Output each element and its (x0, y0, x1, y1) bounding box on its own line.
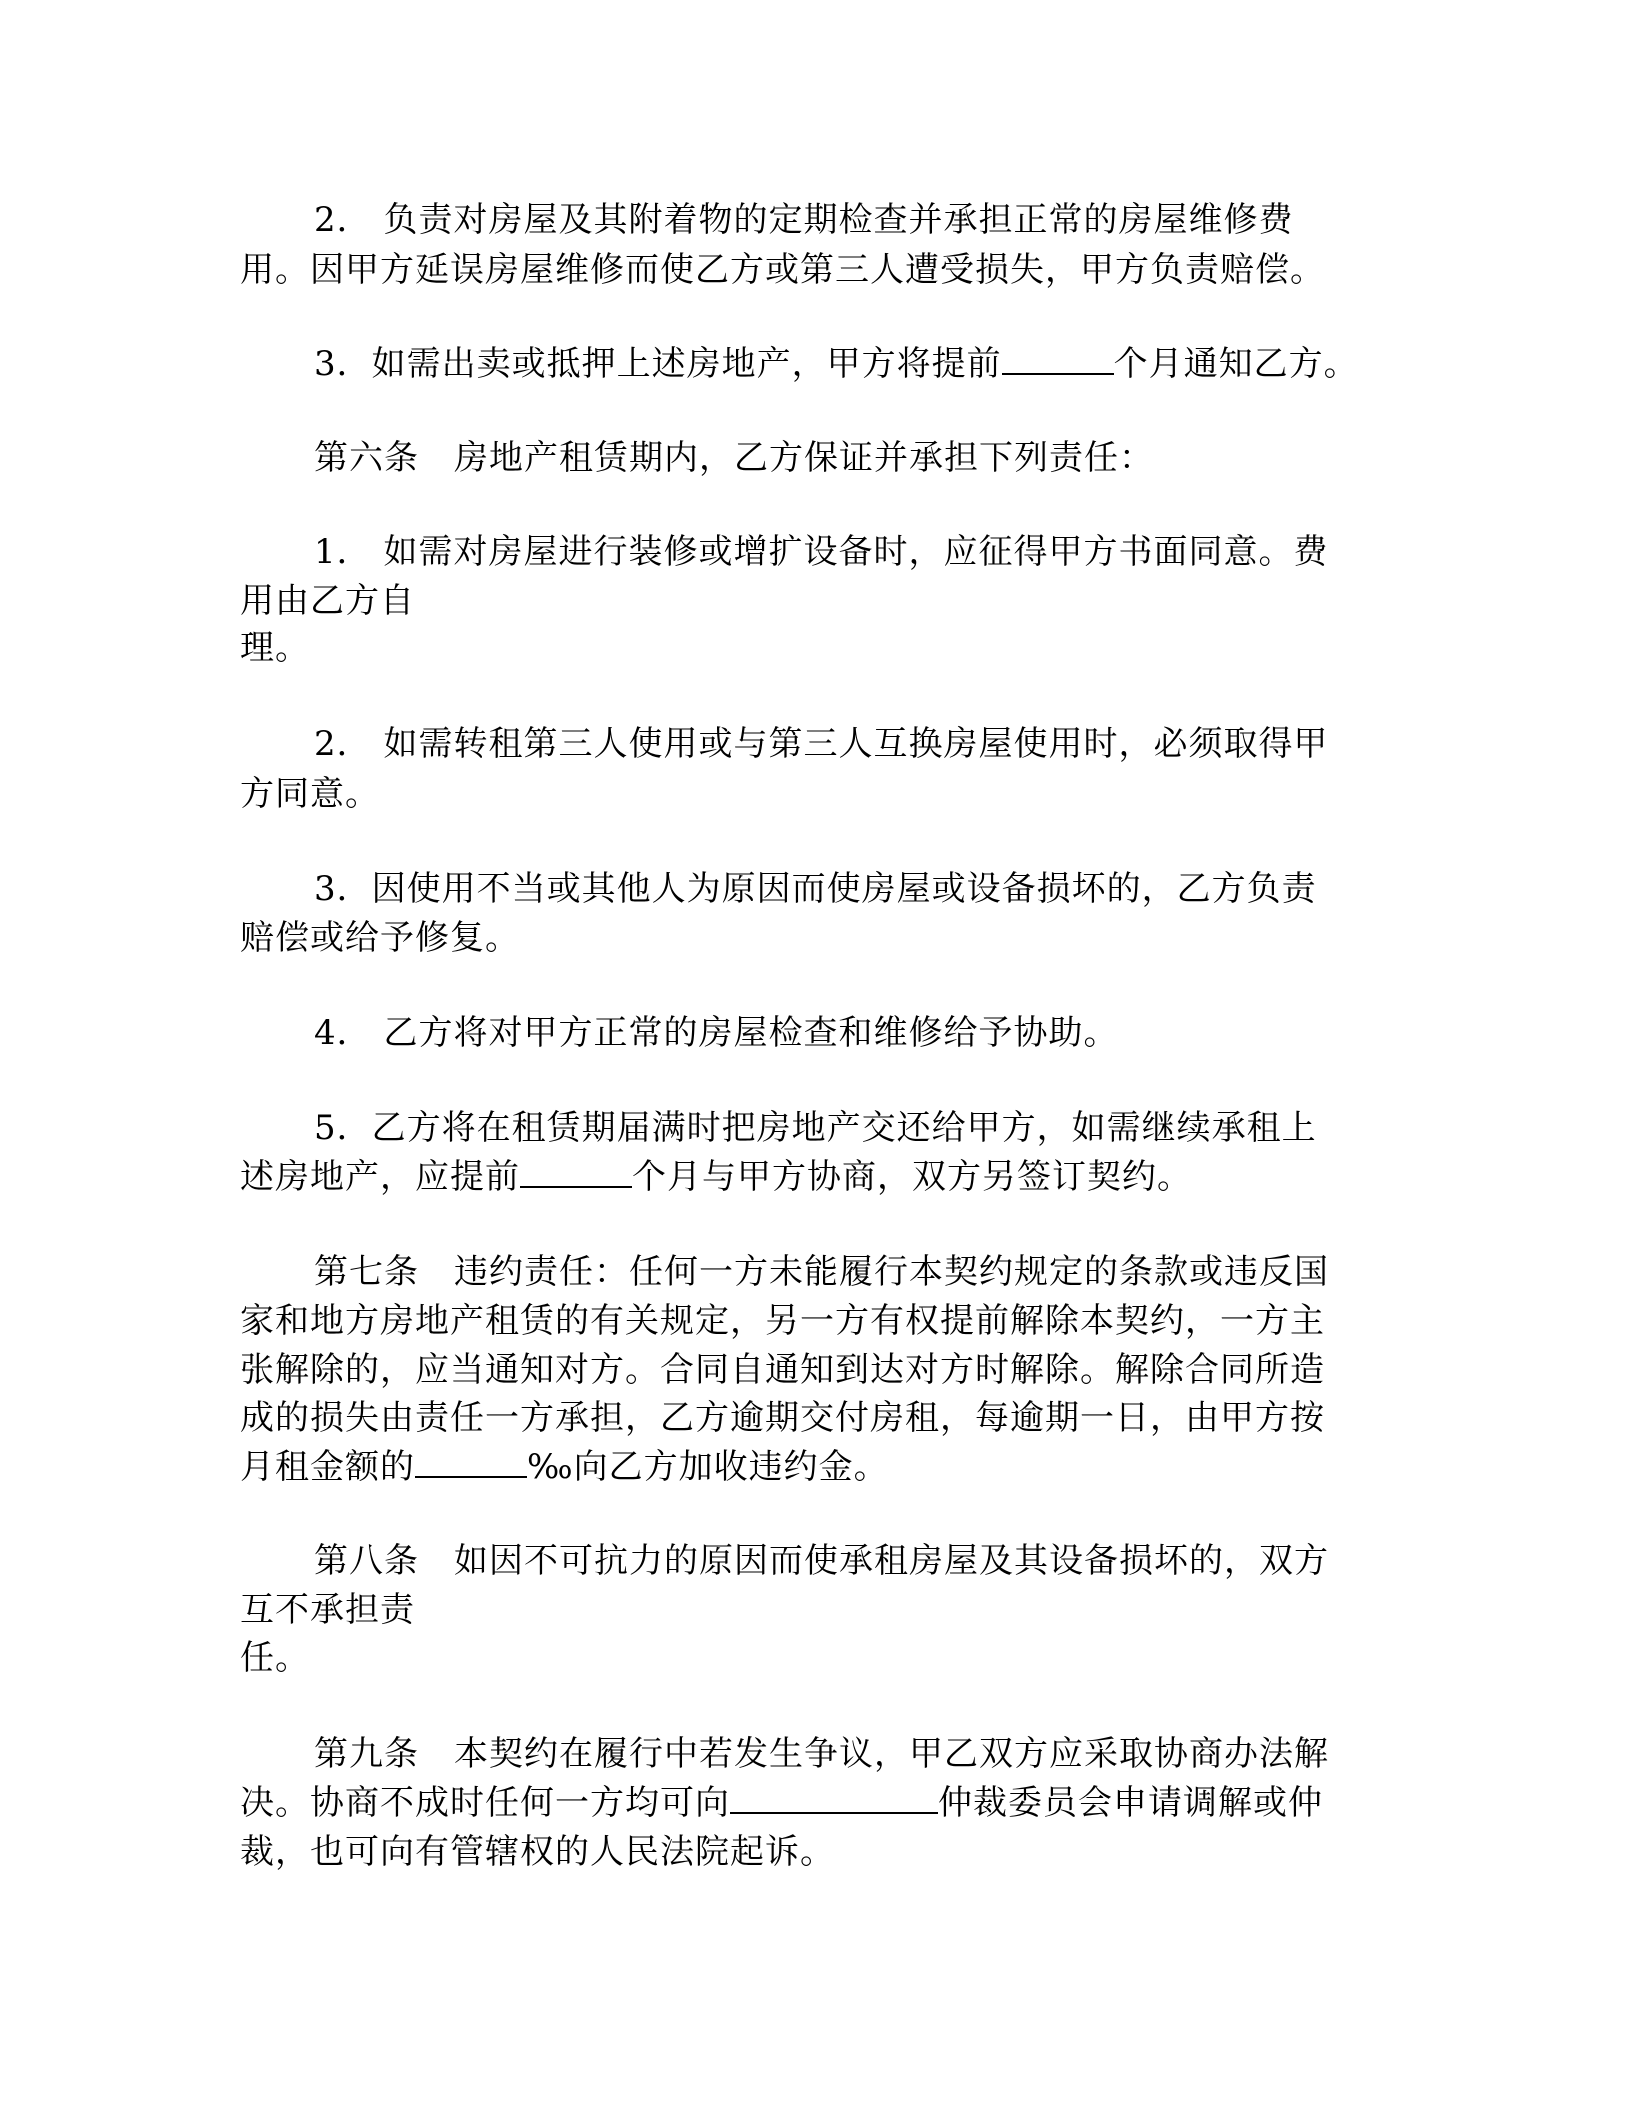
clause7-line4: 成的损失由责任一方承担，乙方逾期交付房租，每逾期一日，由甲方按 (240, 1398, 1325, 1438)
clause5-item2-line1: 2． 负责对房屋及其附着物的定期检查并承担正常的房屋维修费 (314, 200, 1294, 240)
clause7-line5-suffix: ‰向乙方加收违约金。 (527, 1447, 889, 1487)
penalty-rate-blank (415, 1446, 527, 1478)
clause7-line1: 第七条 违约责任：任何一方未能履行本契约规定的条款或违反国 (314, 1252, 1329, 1292)
clause6-item4: 4． 乙方将对甲方正常的房屋检查和维修给予协助。 (314, 1013, 1119, 1053)
clause6-item3-line1: 3．因使用不当或其他人为原因而使房屋或设备损坏的，乙方负责 (314, 869, 1317, 909)
clause6-item5-line2 (240, 1153, 1192, 1201)
clause5-item3-suffix: 个月通知乙方。 (1113, 344, 1359, 384)
clause8-line1: 第八条 如因不可抗力的原因而使承租房屋及其设备损坏的，双方 (314, 1541, 1329, 1581)
clause6-item3-line2: 赔偿或给予修复。 (240, 918, 520, 958)
clause9-line2 (240, 1779, 1323, 1827)
clause9-line2-suffix: 仲裁委员会申请调解或仲 (938, 1783, 1323, 1823)
clause6-item2-line1: 2． 如需转租第三人使用或与第三人互换房屋使用时，必须取得甲 (314, 724, 1329, 764)
months-blank (1002, 343, 1114, 375)
clause8-line3: 任。 (240, 1638, 310, 1678)
clause6-item5-line2-suffix: 个月与甲方协商，双方另签订契约。 (632, 1157, 1192, 1197)
clause6-heading: 第六条 房地产租赁期内，乙方保证并承担下列责任： (314, 438, 1154, 478)
clause9-line2-text: 决。协商不成时任何一方均可向 (240, 1783, 730, 1823)
clause5-item3-text: 3．如需出卖或抵押上述房地产，甲方将提前 (314, 344, 1002, 384)
clause6-item2-line2: 方同意。 (240, 774, 380, 814)
clause6-item5-line2-text: 述房地产，应提前 (240, 1157, 520, 1197)
clause6-item1-line1: 1． 如需对房屋进行装修或增扩设备时，应征得甲方书面同意。费 (314, 532, 1329, 572)
arbitration-committee-blank (730, 1782, 938, 1814)
clause7-line2: 家和地方房地产租赁的有关规定，另一方有权提前解除本契约，一方主 (240, 1301, 1325, 1341)
clause5-item3 (314, 340, 1359, 388)
clause6-item5-line1: 5．乙方将在租赁期届满时把房地产交还给甲方，如需继续承租上 (314, 1108, 1317, 1148)
clause7-line3: 张解除的，应当通知对方。合同自通知到达对方时解除。解除合同所造 (240, 1350, 1325, 1390)
clause5-item2-line2: 用。因甲方延误房屋维修而使乙方或第三人遭受损失，甲方负责赔偿。 (240, 250, 1325, 290)
clause6-item1-line3: 理。 (240, 628, 310, 668)
clause9-line3: 裁，也可向有管辖权的人民法院起诉。 (240, 1832, 835, 1872)
months-blank-2 (520, 1156, 632, 1188)
clause7-line5-text: 月租金额的 (240, 1447, 415, 1487)
clause6-item1-line2: 用由乙方自 (240, 581, 415, 621)
clause7-line5 (240, 1443, 889, 1491)
clause8-line2: 互不承担责 (240, 1590, 415, 1630)
clause9-line1: 第九条 本契约在履行中若发生争议，甲乙双方应采取协商办法解 (314, 1734, 1329, 1774)
